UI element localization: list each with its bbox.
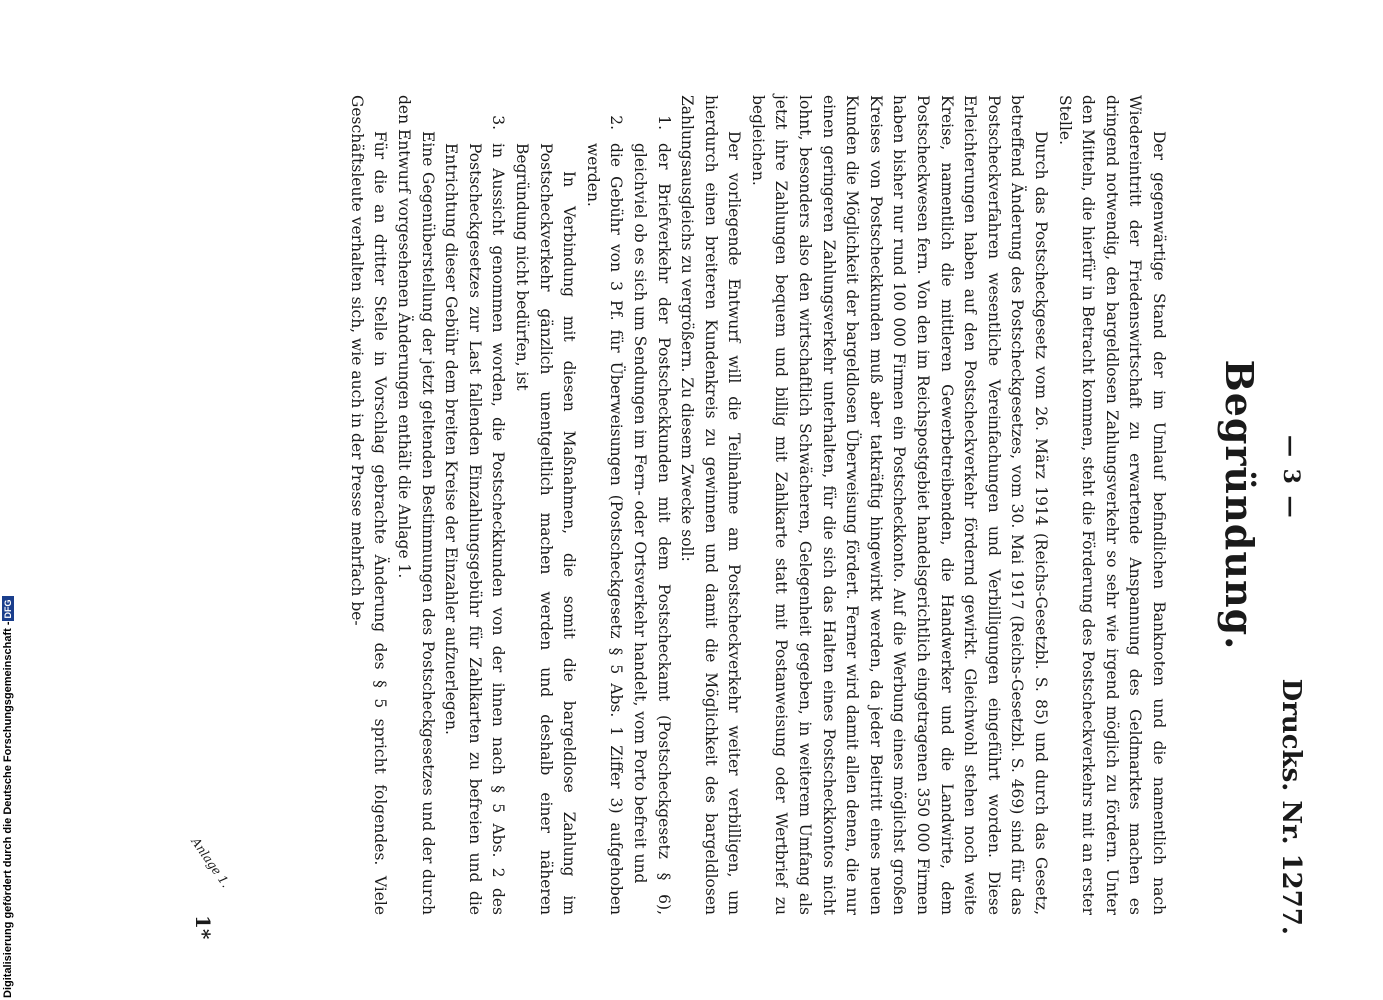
digitization-credit	[0, 0, 20, 1000]
body-text	[344, 95, 1170, 915]
page-header	[1270, 55, 1310, 955]
sub-paragraph: In Verbindung mit diesen Maßnahmen, die somit die bargeldlose Zahlung im Postscheckverkehr gänzlich unentgeltlich machen werden und deshalb einer näheren Begründung nicht bedürfen, ist	[512, 143, 579, 915]
document-page	[150, 55, 1310, 955]
measures-list	[580, 95, 674, 915]
list-item: 3. in Aussicht genommen worden, die Postscheckkunden von der ihnen nach § 5 Abs. 2 des Postscheckgesetzes zur Last fallenden Einzahlungsgebühr für Zahlkarten zu befreien und die Entrichtung dieser Gebühr dem breiten Kreise der Einzahler aufzuerlegen.	[439, 135, 510, 915]
paragraph-2: Durch das Postscheckgesetz vom 26. März 1914 (Reichs-Gesetzbl. S. 85) und durch das Gesetz, betreffend Änderung des Postscheckgesetzes, vom 30. Mai 1917 (Reichs-Gesetzbl. S. 469) sind für das Postscheckverfahren wesentliche Vereinfachungen und Verbilligungen eingeführt worden. Diese Erleichterungen haben auf den Postscheckverkehr fördernd gewirkt. Gleichwohl stehen noch weite Kreise, namentlich die mittleren Gewerbetreibenden, die Handwerker und die Landwirte, dem Postscheckwesen fern. Von den im Reichspostgebiet handelsgerichtlich eingetragenen 350 000 Firmen haben bisher nur rund 100 000 Firmen ein Postscheckkonto. Auf die Werbung eines möglichst großen Kreises von Postscheckkunden muß aber tatkräftig hingewirkt werden, da jeder Beitritt eines neuen Kunden die Möglichkeit der bargeldlosen Überweisung fördert. Ferner wird damit allen denen, die nur einen geringeren Zahlungsverkehr unterhalten, für die sich das Halten eines Postscheckkontos nicht lohnt, besonders also den wirtschaftlich Schwächeren, Gelegenheit gegeben, in weiterem Umfang als jetzt ihre Zahlungen bequem und billig mit Zahlkarte statt mit Postanweisung oder Wertbrief zu begleichen.	[748, 95, 1051, 915]
paragraph-5: Für die an dritter Stelle in Vorschlag gebrachte Änderung des § 5 spricht folgendes. Viele Geschäftsleute verhalten sich, wie auch in der Presse mehrfach be-	[347, 95, 390, 915]
page-number: — 3 —	[1278, 435, 1304, 520]
page-title: Begründung.	[1217, 359, 1262, 651]
paragraph-1: Der gegenwärtige Stand der im Umlauf befindlichen Banknoten und die namentlich nach Wiedereintritt der Friedenswirtschaft zu erwartende Anspannung des Geldmarktes machen es dringend notwendig, den bargeldlosen Zahlungsverkehr so sehr wie irgend möglich zu fördern. Unter den Mitteln, die hierfür in Betracht kommen, steht die Förderung des Postscheckverkehrs mit an erster Stelle.	[1055, 95, 1168, 915]
footer-mark: 1*	[191, 915, 215, 940]
dfg-logo: DFG	[2, 596, 14, 621]
paragraph-4: Eine Gegenüberstellung der jetzt geltenden Bestimmungen des Postscheckgesetzes und der durch den Entwurf vorgesehenen Änderungen enthält die Anlage 1.	[395, 95, 437, 915]
measures-list-continued	[439, 95, 510, 915]
drucksache-number: Drucks. Nr. 1277.	[1276, 678, 1306, 935]
list-item: 1. der Briefverkehr der Postscheckkunden mit dem Postscheckamt (Postscheckgesetz § 6), gleichviel ob es sich um Sendungen im Fern- oder Ortsverkehr handelt, vom Porto befreit und	[627, 135, 674, 915]
credit-text: Digitalisierung gefördert durch die Deutsche Forschungsgemeinschaft -	[2, 621, 14, 998]
paragraph-3: Der vorliegende Entwurf will die Teilnahme am Postscheckverkehr weiter verbilligen, um hierdurch einen breiteren Kundenkreis zu gewinnen und damit die Möglichkeit des bargeldlosen Zahlungsausgleichs zu vergrößern. Zu diesem Zwecke soll:	[678, 95, 744, 915]
list-item: 2. die Gebühr von 3 Pf. für Überweisungen (Postscheckgesetz § 5 Abs. 1 Ziffer 3) aufgehoben werden.	[580, 135, 627, 915]
margin-note: Anlage 1.	[188, 835, 233, 891]
